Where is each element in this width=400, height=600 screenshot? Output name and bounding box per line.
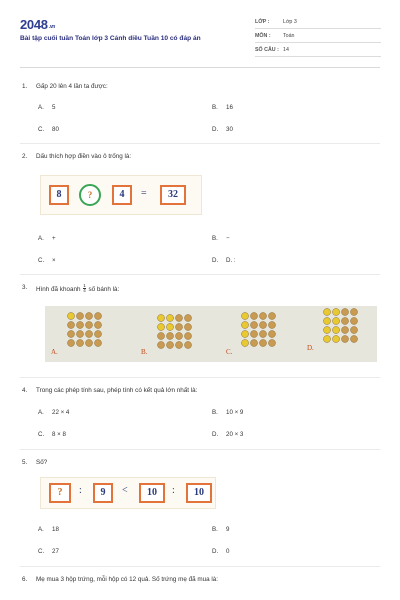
document-title: Bài tập cuối tuần Toán lớp 3 Cánh diều Tuần 10 có đáp án bbox=[20, 35, 201, 42]
divide-sign: : bbox=[172, 485, 175, 496]
q3-cake-figure bbox=[45, 306, 377, 362]
option-value: 0 bbox=[226, 548, 230, 555]
cake-icon bbox=[167, 333, 174, 340]
meta-key: SỐ CÂU : bbox=[255, 47, 279, 53]
cake-icon bbox=[251, 322, 258, 329]
option-letter: A. bbox=[38, 104, 44, 111]
cake-icon bbox=[260, 340, 267, 347]
question-text: Dấu thích hợp điền vào ô trống là: bbox=[36, 153, 132, 160]
cake-icon bbox=[77, 322, 84, 329]
cake-icon bbox=[351, 336, 358, 343]
option-letter: B. bbox=[212, 526, 218, 533]
option-value: 5 bbox=[52, 104, 56, 111]
q4-option-c[interactable] bbox=[38, 431, 66, 438]
question-text: Trong các phép tính sau, phép tính có kết quả lớn nhất là: bbox=[36, 387, 198, 394]
meta-key: MÔN : bbox=[255, 33, 271, 39]
q1-option-a[interactable] bbox=[38, 104, 55, 111]
fraction-numerator: 1 bbox=[83, 283, 86, 288]
site-logo[interactable] bbox=[20, 17, 55, 32]
question-divider bbox=[20, 449, 380, 450]
equals-sign: = bbox=[141, 188, 147, 199]
cake-icon bbox=[251, 340, 258, 347]
cake-icon bbox=[269, 313, 276, 320]
cake-icon bbox=[333, 336, 340, 343]
cake-icon bbox=[185, 333, 192, 340]
q1-option-d[interactable] bbox=[212, 126, 233, 133]
q5-option-a[interactable] bbox=[38, 526, 59, 533]
option-value: − bbox=[226, 235, 230, 242]
option-value: 18 bbox=[52, 526, 59, 533]
cake-icon bbox=[158, 315, 165, 322]
cake-icon bbox=[342, 318, 349, 325]
blank-circle: ? bbox=[79, 184, 101, 206]
question-number: 3. bbox=[22, 284, 28, 291]
question-text-post: số bánh là: bbox=[86, 286, 120, 293]
cake-icon bbox=[68, 313, 75, 320]
option-value: 10 × 9 bbox=[226, 409, 244, 416]
cake-icon bbox=[260, 322, 267, 329]
less-than-sign: < bbox=[122, 485, 128, 496]
cake-icon bbox=[167, 315, 174, 322]
question-divider bbox=[20, 566, 380, 567]
cake-icon bbox=[342, 327, 349, 334]
option-value: 22 × 4 bbox=[52, 409, 70, 416]
q5-option-d[interactable] bbox=[212, 548, 229, 555]
option-value: 8 × 8 bbox=[52, 431, 66, 438]
blank-box: ? bbox=[49, 483, 71, 503]
question-text-pre: Hình đã khoanh bbox=[36, 286, 83, 293]
option-value: 80 bbox=[52, 126, 59, 133]
question-number: 1. bbox=[22, 83, 28, 90]
cake-icon bbox=[342, 309, 349, 316]
meta-value: 14 bbox=[283, 47, 289, 53]
option-letter: A. bbox=[38, 526, 44, 533]
option-value: 20 × 3 bbox=[226, 431, 244, 438]
cake-label-c: C. bbox=[226, 348, 233, 356]
meta-subject bbox=[255, 29, 381, 43]
option-value: + bbox=[52, 235, 56, 242]
cake-icon bbox=[342, 336, 349, 343]
cake-label-d: D. bbox=[307, 344, 314, 352]
cake-icon bbox=[251, 331, 258, 338]
cake-icon bbox=[95, 331, 102, 338]
cake-icon bbox=[176, 333, 183, 340]
question-text: Mẹ mua 3 hộp trứng, mỗi hộp có 12 quả. Số trứng mẹ đã mua là: bbox=[36, 576, 219, 583]
cake-icon bbox=[333, 309, 340, 316]
q4-option-a[interactable] bbox=[38, 409, 69, 416]
logo-suffix: .vn bbox=[48, 24, 56, 30]
meta-key: LỚP : bbox=[255, 19, 270, 25]
number-box: 4 bbox=[112, 185, 132, 205]
option-letter: C. bbox=[38, 257, 45, 264]
option-value: 30 bbox=[226, 126, 233, 133]
question-divider bbox=[20, 143, 380, 144]
q1-option-b[interactable] bbox=[212, 104, 233, 111]
cake-icon bbox=[185, 342, 192, 349]
cake-icon bbox=[167, 342, 174, 349]
q2-option-b[interactable] bbox=[212, 235, 230, 242]
cake-icon bbox=[185, 324, 192, 331]
cake-icon bbox=[176, 315, 183, 322]
cake-icon bbox=[242, 313, 249, 320]
meta-value: Toán bbox=[283, 33, 295, 39]
option-letter: C. bbox=[38, 126, 45, 133]
cake-icon bbox=[242, 340, 249, 347]
result-box: 32 bbox=[160, 185, 186, 205]
option-letter: B. bbox=[212, 235, 218, 242]
cake-icon bbox=[333, 327, 340, 334]
question-number: 2. bbox=[22, 153, 28, 160]
cake-icon bbox=[95, 322, 102, 329]
option-value: 9 bbox=[226, 526, 230, 533]
meta-count bbox=[255, 43, 381, 57]
fraction bbox=[83, 284, 86, 293]
cake-icon bbox=[158, 324, 165, 331]
q1-option-c[interactable] bbox=[38, 126, 59, 133]
q5-option-c[interactable] bbox=[38, 548, 59, 555]
cake-icon bbox=[68, 322, 75, 329]
number-box: 10 bbox=[186, 483, 212, 503]
q2-option-d[interactable] bbox=[212, 257, 236, 264]
option-letter: A. bbox=[38, 235, 44, 242]
cake-label-a: A. bbox=[51, 348, 58, 356]
option-letter: D. bbox=[212, 257, 219, 264]
cake-icon bbox=[242, 322, 249, 329]
question-number: 5. bbox=[22, 459, 28, 466]
cake-icon bbox=[324, 309, 331, 316]
cake-icon bbox=[351, 318, 358, 325]
cake-icon bbox=[86, 313, 93, 320]
divide-sign: : bbox=[79, 485, 82, 496]
page-header bbox=[0, 0, 400, 62]
option-value: 16 bbox=[226, 104, 233, 111]
option-letter: D. bbox=[212, 548, 219, 555]
cake-icon bbox=[77, 340, 84, 347]
question-text: Gấp 20 lên 4 lần ta được: bbox=[36, 83, 108, 90]
q2-option-a[interactable] bbox=[38, 235, 56, 242]
meta-value: Lớp 3 bbox=[283, 19, 297, 25]
cake-icon bbox=[167, 324, 174, 331]
cake-groups bbox=[45, 306, 377, 362]
number-box: 9 bbox=[93, 483, 113, 503]
q5-option-b[interactable] bbox=[212, 526, 229, 533]
cake-icon bbox=[86, 340, 93, 347]
cake-icon bbox=[260, 331, 267, 338]
cake-icon bbox=[158, 342, 165, 349]
cake-icon bbox=[95, 313, 102, 320]
cake-label-b: B. bbox=[141, 348, 148, 356]
cake-icon bbox=[158, 333, 165, 340]
cake-icon bbox=[260, 313, 267, 320]
cake-icon bbox=[86, 331, 93, 338]
question-divider bbox=[20, 377, 380, 378]
question-number: 4. bbox=[22, 387, 28, 394]
cake-icon bbox=[68, 340, 75, 347]
cake-icon bbox=[86, 322, 93, 329]
question-number: 6. bbox=[22, 576, 28, 583]
cake-icon bbox=[351, 309, 358, 316]
option-value: D. : bbox=[226, 257, 236, 264]
cake-icon bbox=[351, 327, 358, 334]
option-letter: B. bbox=[212, 104, 218, 111]
logo-text: 2048 bbox=[20, 17, 48, 32]
question-text: Số? bbox=[36, 459, 48, 466]
question-divider bbox=[20, 274, 380, 275]
cake-icon bbox=[269, 331, 276, 338]
q2-figure bbox=[40, 175, 202, 215]
cake-icon bbox=[176, 324, 183, 331]
cake-icon bbox=[269, 340, 276, 347]
cake-icon bbox=[269, 322, 276, 329]
option-letter: A. bbox=[38, 409, 44, 416]
header-divider bbox=[20, 67, 380, 68]
option-value: 27 bbox=[52, 548, 59, 555]
cake-icon bbox=[68, 331, 75, 338]
option-value: × bbox=[52, 257, 56, 264]
number-box: 8 bbox=[49, 185, 69, 205]
option-letter: C. bbox=[38, 548, 45, 555]
option-letter: D. bbox=[212, 431, 219, 438]
q5-figure bbox=[40, 477, 216, 509]
cake-icon bbox=[324, 327, 331, 334]
option-letter: C. bbox=[38, 431, 45, 438]
q4-option-d[interactable] bbox=[212, 431, 243, 438]
cake-icon bbox=[333, 318, 340, 325]
fraction-denominator: 4 bbox=[83, 288, 86, 293]
q2-option-c[interactable] bbox=[38, 257, 56, 264]
cake-icon bbox=[176, 342, 183, 349]
cake-icon bbox=[251, 313, 258, 320]
cake-icon bbox=[95, 340, 102, 347]
cake-icon bbox=[242, 331, 249, 338]
question-text bbox=[36, 284, 119, 293]
cake-icon bbox=[324, 336, 331, 343]
option-letter: B. bbox=[212, 409, 218, 416]
cake-icon bbox=[185, 315, 192, 322]
cake-icon bbox=[77, 331, 84, 338]
number-box: 10 bbox=[139, 483, 165, 503]
meta-class bbox=[255, 15, 381, 29]
option-letter: D. bbox=[212, 126, 219, 133]
cake-icon bbox=[324, 318, 331, 325]
q4-option-b[interactable] bbox=[212, 409, 243, 416]
cake-icon bbox=[77, 313, 84, 320]
